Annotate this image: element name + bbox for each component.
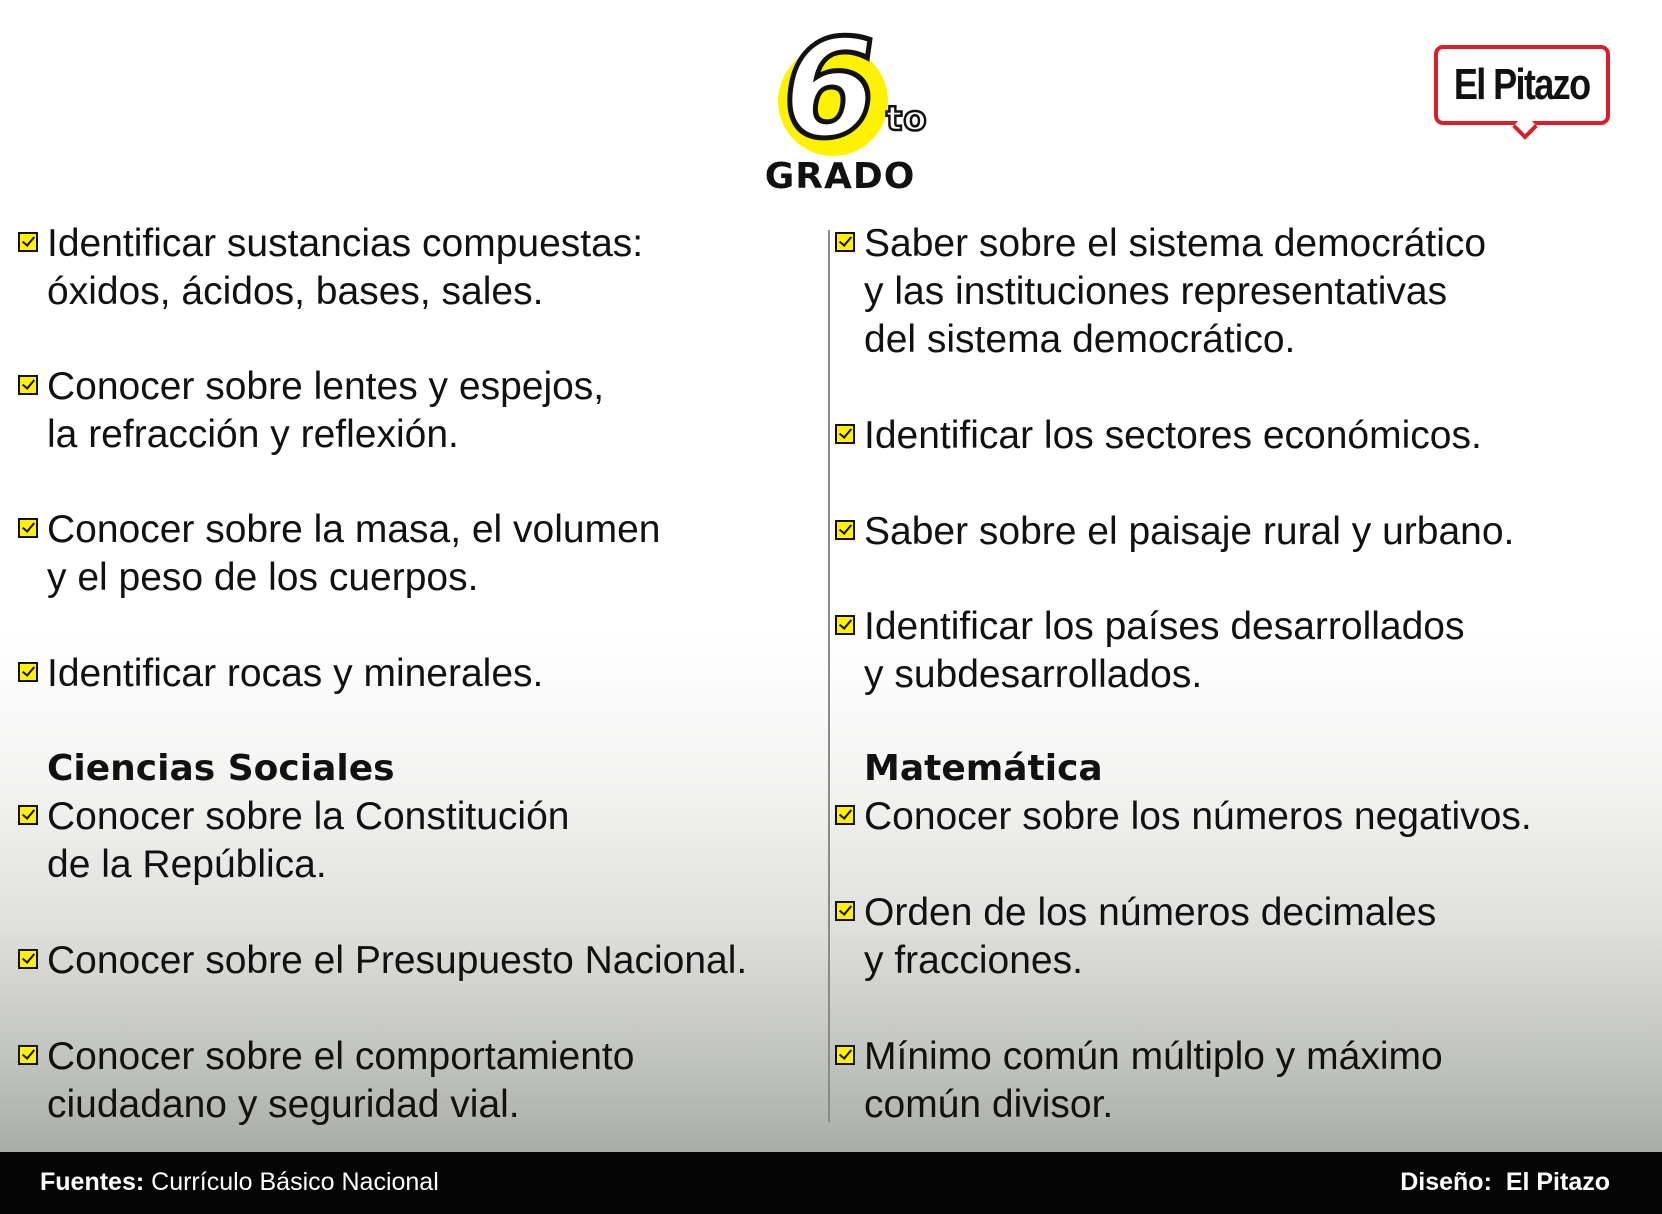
footer-bar — [0, 1152, 1662, 1214]
checkbox-icon — [18, 1045, 38, 1065]
el-pitazo-logo — [1434, 45, 1610, 125]
item-text: Saber sobre el sistema democrático y las instituciones representativas del sistema democrático. — [864, 222, 1487, 361]
footer-sources — [40, 1168, 439, 1197]
item-text: Conocer sobre el Presupuesto Nacional. — [47, 939, 748, 982]
item-text: Mínimo común múltiplo y máximo común divisor. — [864, 1035, 1443, 1126]
checkbox-icon — [18, 518, 38, 538]
logo-text: El Pitazo — [1454, 60, 1590, 109]
checkbox-icon — [835, 232, 855, 252]
checkbox-icon — [835, 615, 855, 635]
item-text: Identificar rocas y minerales. — [47, 652, 544, 695]
checkbox-icon — [835, 520, 855, 540]
section-heading-ciencias-sociales: Ciencias Sociales — [47, 748, 395, 789]
grade-suffix: to — [886, 99, 928, 139]
checkbox-icon — [835, 901, 855, 921]
item-text: Identificar los países desarrollados y subdesarrollados. — [864, 605, 1465, 696]
item-text: Identificar sustancias compuestas: óxidos, ácidos, bases, sales. — [47, 222, 644, 313]
item-text: Conocer sobre lentes y espejos, la refracción y reflexión. — [47, 365, 605, 456]
footer-design — [1400, 1168, 1610, 1197]
checkbox-icon — [18, 805, 38, 825]
item-text: Conocer sobre el comportamiento ciudadano y seguridad vial. — [47, 1035, 635, 1126]
checkbox-icon — [18, 662, 38, 682]
checkbox-icon — [18, 375, 38, 395]
sources-label: Fuentes: — [40, 1168, 145, 1196]
checkbox-icon — [18, 949, 38, 969]
item-text: Saber sobre el paisaje rural y urbano. — [864, 510, 1515, 553]
checkbox-icon — [835, 1045, 855, 1065]
grade-number: 6 — [770, 11, 888, 169]
checkbox-icon — [835, 805, 855, 825]
sources-value: Currículo Básico Nacional — [151, 1168, 439, 1196]
item-text: Orden de los números decimales y fracciones. — [864, 891, 1437, 982]
logo-speech-tail — [1512, 114, 1537, 139]
item-text: Identificar los sectores económicos. — [864, 414, 1482, 457]
item-text: Conocer sobre los números negativos. — [864, 795, 1532, 838]
design-label: Diseño: — [1400, 1168, 1492, 1196]
item-text: Conocer sobre la masa, el volumen y el peso de los cuerpos. — [47, 508, 661, 599]
item-text: Conocer sobre la Constitución de la República. — [47, 795, 570, 886]
checkbox-icon — [835, 424, 855, 444]
design-value: El Pitazo — [1505, 1168, 1610, 1196]
grade-badge — [764, 11, 970, 204]
checkbox-icon — [18, 232, 38, 252]
column-divider — [828, 230, 830, 1122]
section-heading-matematica: Matemática — [864, 748, 1103, 789]
grade-title: GRADO — [764, 156, 916, 197]
